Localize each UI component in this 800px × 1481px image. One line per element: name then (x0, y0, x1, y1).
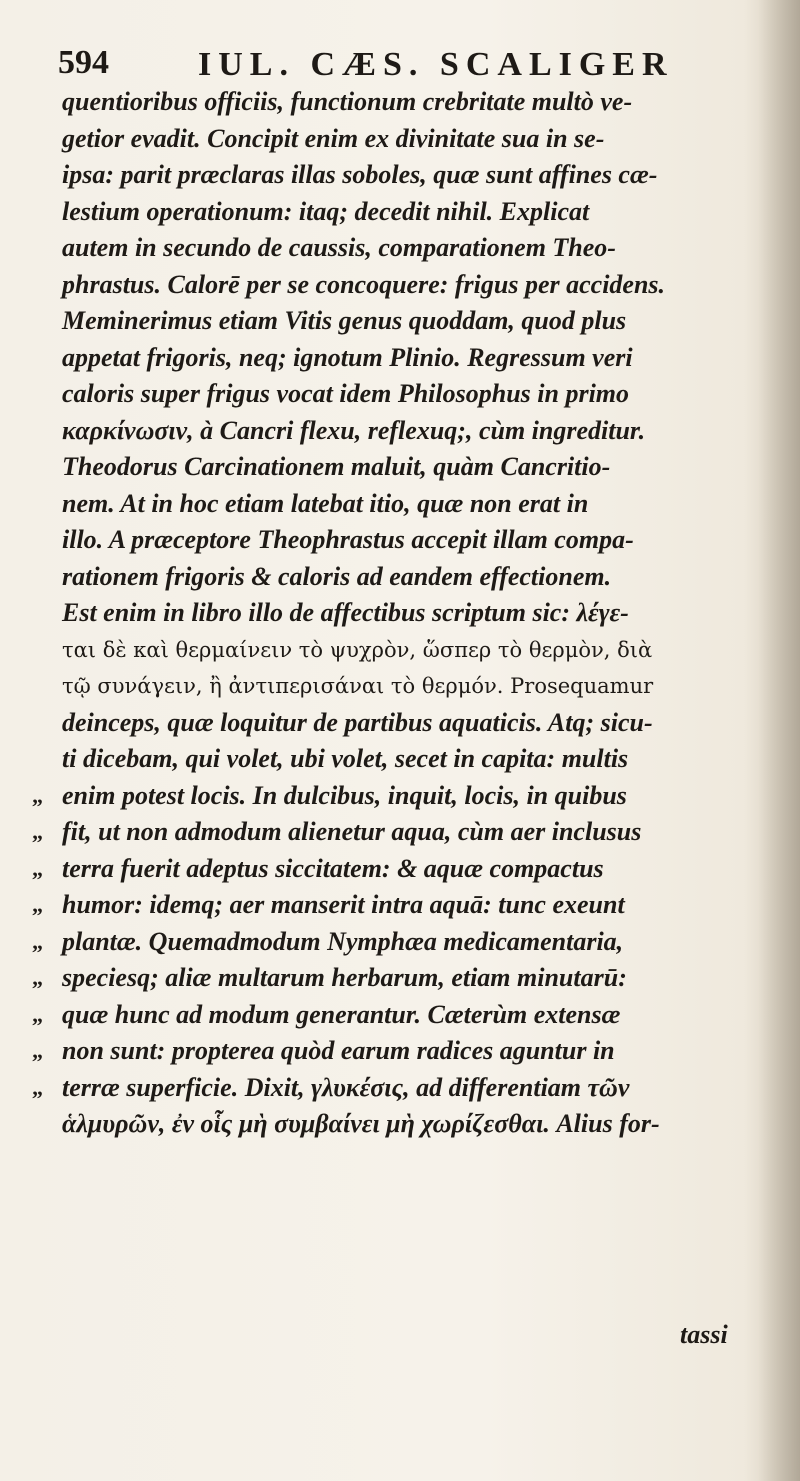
text-line (62, 632, 748, 669)
line-text: ται δὲ καὶ θερμαίνειν τὸ ψυχρὸν, ὥσπερ τὸ θερμὸν, διὰ (62, 637, 653, 662)
line-text: rationem frigoris & caloris ad eandem effectionem. (62, 561, 612, 591)
text-line (62, 157, 748, 194)
text-line (62, 559, 748, 596)
line-text: enim potest locis. In dulcibus, inquit, locis, in quibus (62, 780, 627, 810)
text-line (62, 267, 748, 304)
text-line (32, 924, 748, 961)
catchword: tassi (680, 1320, 728, 1349)
text-line (62, 741, 748, 778)
body-text (32, 84, 748, 1143)
running-title: IUL. CÆS. SCALIGER (198, 46, 674, 83)
line-text: humor: idemq; aer manserit intra aquā: tunc exeunt (62, 890, 625, 919)
text-line (62, 522, 748, 559)
line-text: quæ hunc ad modum generantur. Cæterùm extensæ (62, 999, 621, 1029)
line-text: nem. At in hoc etiam latebat itio, quæ non erat in (62, 488, 589, 518)
quotation-mark: „ (32, 819, 43, 844)
quotation-mark: „ (32, 782, 43, 808)
quotation-mark: „ (32, 1074, 43, 1100)
quotation-mark: „ (32, 855, 43, 881)
text-line (62, 340, 748, 377)
text-line (32, 1070, 748, 1107)
page-number: 594 (58, 44, 109, 81)
text-line (32, 851, 748, 888)
line-text: non sunt: propterea quòd earum radices aguntur in (62, 1036, 615, 1065)
text-line (62, 705, 748, 742)
line-text: Est enim in libro illo de affectibus scriptum sic: λέγε- (62, 598, 629, 627)
text-line (62, 449, 748, 486)
text-line (62, 376, 748, 413)
text-line (62, 121, 748, 158)
quotation-mark: „ (32, 1001, 43, 1027)
line-text: phrastus. Calorē per se concoquere: frigus per accidens. (62, 269, 666, 299)
text-line (62, 668, 748, 705)
line-text: getior evadit. Concipit enim ex divinitate sua in se- (62, 123, 605, 153)
text-line (62, 194, 748, 231)
running-head (58, 44, 708, 88)
text-line (32, 1033, 748, 1070)
quotation-mark: „ (32, 965, 43, 990)
gutter-shadow (758, 0, 800, 1481)
line-text: illo. A præceptore Theophrastus accepit illam compa- (62, 525, 634, 554)
line-text: caloris super frigus vocat idem Philosophus in primo (62, 379, 630, 408)
text-line (62, 84, 748, 121)
line-text: plantæ. Quemadmodum Nymphæa medicamentaria, (62, 926, 624, 956)
line-text: appetat frigoris, neq; ignotum Plinio. Regressum veri (62, 342, 633, 372)
line-text: deinceps, quæ loquitur de partibus aquaticis. Atq; sicu- (62, 707, 653, 737)
text-line (32, 778, 748, 815)
text-line (32, 997, 748, 1034)
line-text: Meminerimus etiam Vitis genus quoddam, quod plus (62, 306, 627, 335)
text-line (62, 230, 748, 267)
text-line (62, 413, 748, 450)
line-text: terra fuerit adeptus siccitatem: & aquæ compactus (62, 853, 604, 883)
text-line (62, 1106, 748, 1143)
line-text: τῷ συνάγειν, ἢ ἀντιπερισάναι τὸ θερμόν. Prosequamur (62, 674, 654, 698)
line-text: quentioribus officiis, functionum crebritate multò ve- (62, 87, 633, 116)
line-text: lestium operationum: itaq; decedit nihil. Explicat (62, 196, 590, 226)
quotation-mark: „ (32, 1038, 43, 1063)
quotation-mark: „ (32, 892, 43, 917)
line-text: autem in secundo de caussis, comparationem Theo- (62, 233, 616, 262)
text-line (62, 486, 748, 523)
text-line (62, 303, 748, 340)
line-text: καρκίνωσιν, à Cancri flexu, reflexuq;, cùm ingreditur. (62, 415, 646, 445)
line-text: ipsa: parit præclaras illas soboles, quæ sunt affines cæ- (62, 160, 658, 189)
line-text: ti dicebam, qui volet, ubi volet, secet in capita: multis (62, 744, 629, 773)
line-text: fit, ut non admodum alienetur aqua, cùm aer inclusus (62, 817, 642, 846)
line-text: ἁλμυρῶν, ἐν οἷς μὴ συμβαίνει μὴ χωρίζεσθαι. Alius for- (62, 1109, 660, 1138)
text-line (32, 814, 748, 851)
line-text: Theodorus Carcinationem maluit, quàm Cancritio- (62, 452, 611, 481)
line-text: terræ superficie. Dixit, γλυκέσις, ad differentiam τῶν (62, 1072, 630, 1102)
text-line (32, 960, 748, 997)
text-line (62, 595, 748, 632)
text-line (32, 887, 748, 924)
line-text: speciesq; aliæ multarum herbarum, etiam minutarū: (62, 963, 627, 992)
quotation-mark: „ (32, 928, 43, 954)
